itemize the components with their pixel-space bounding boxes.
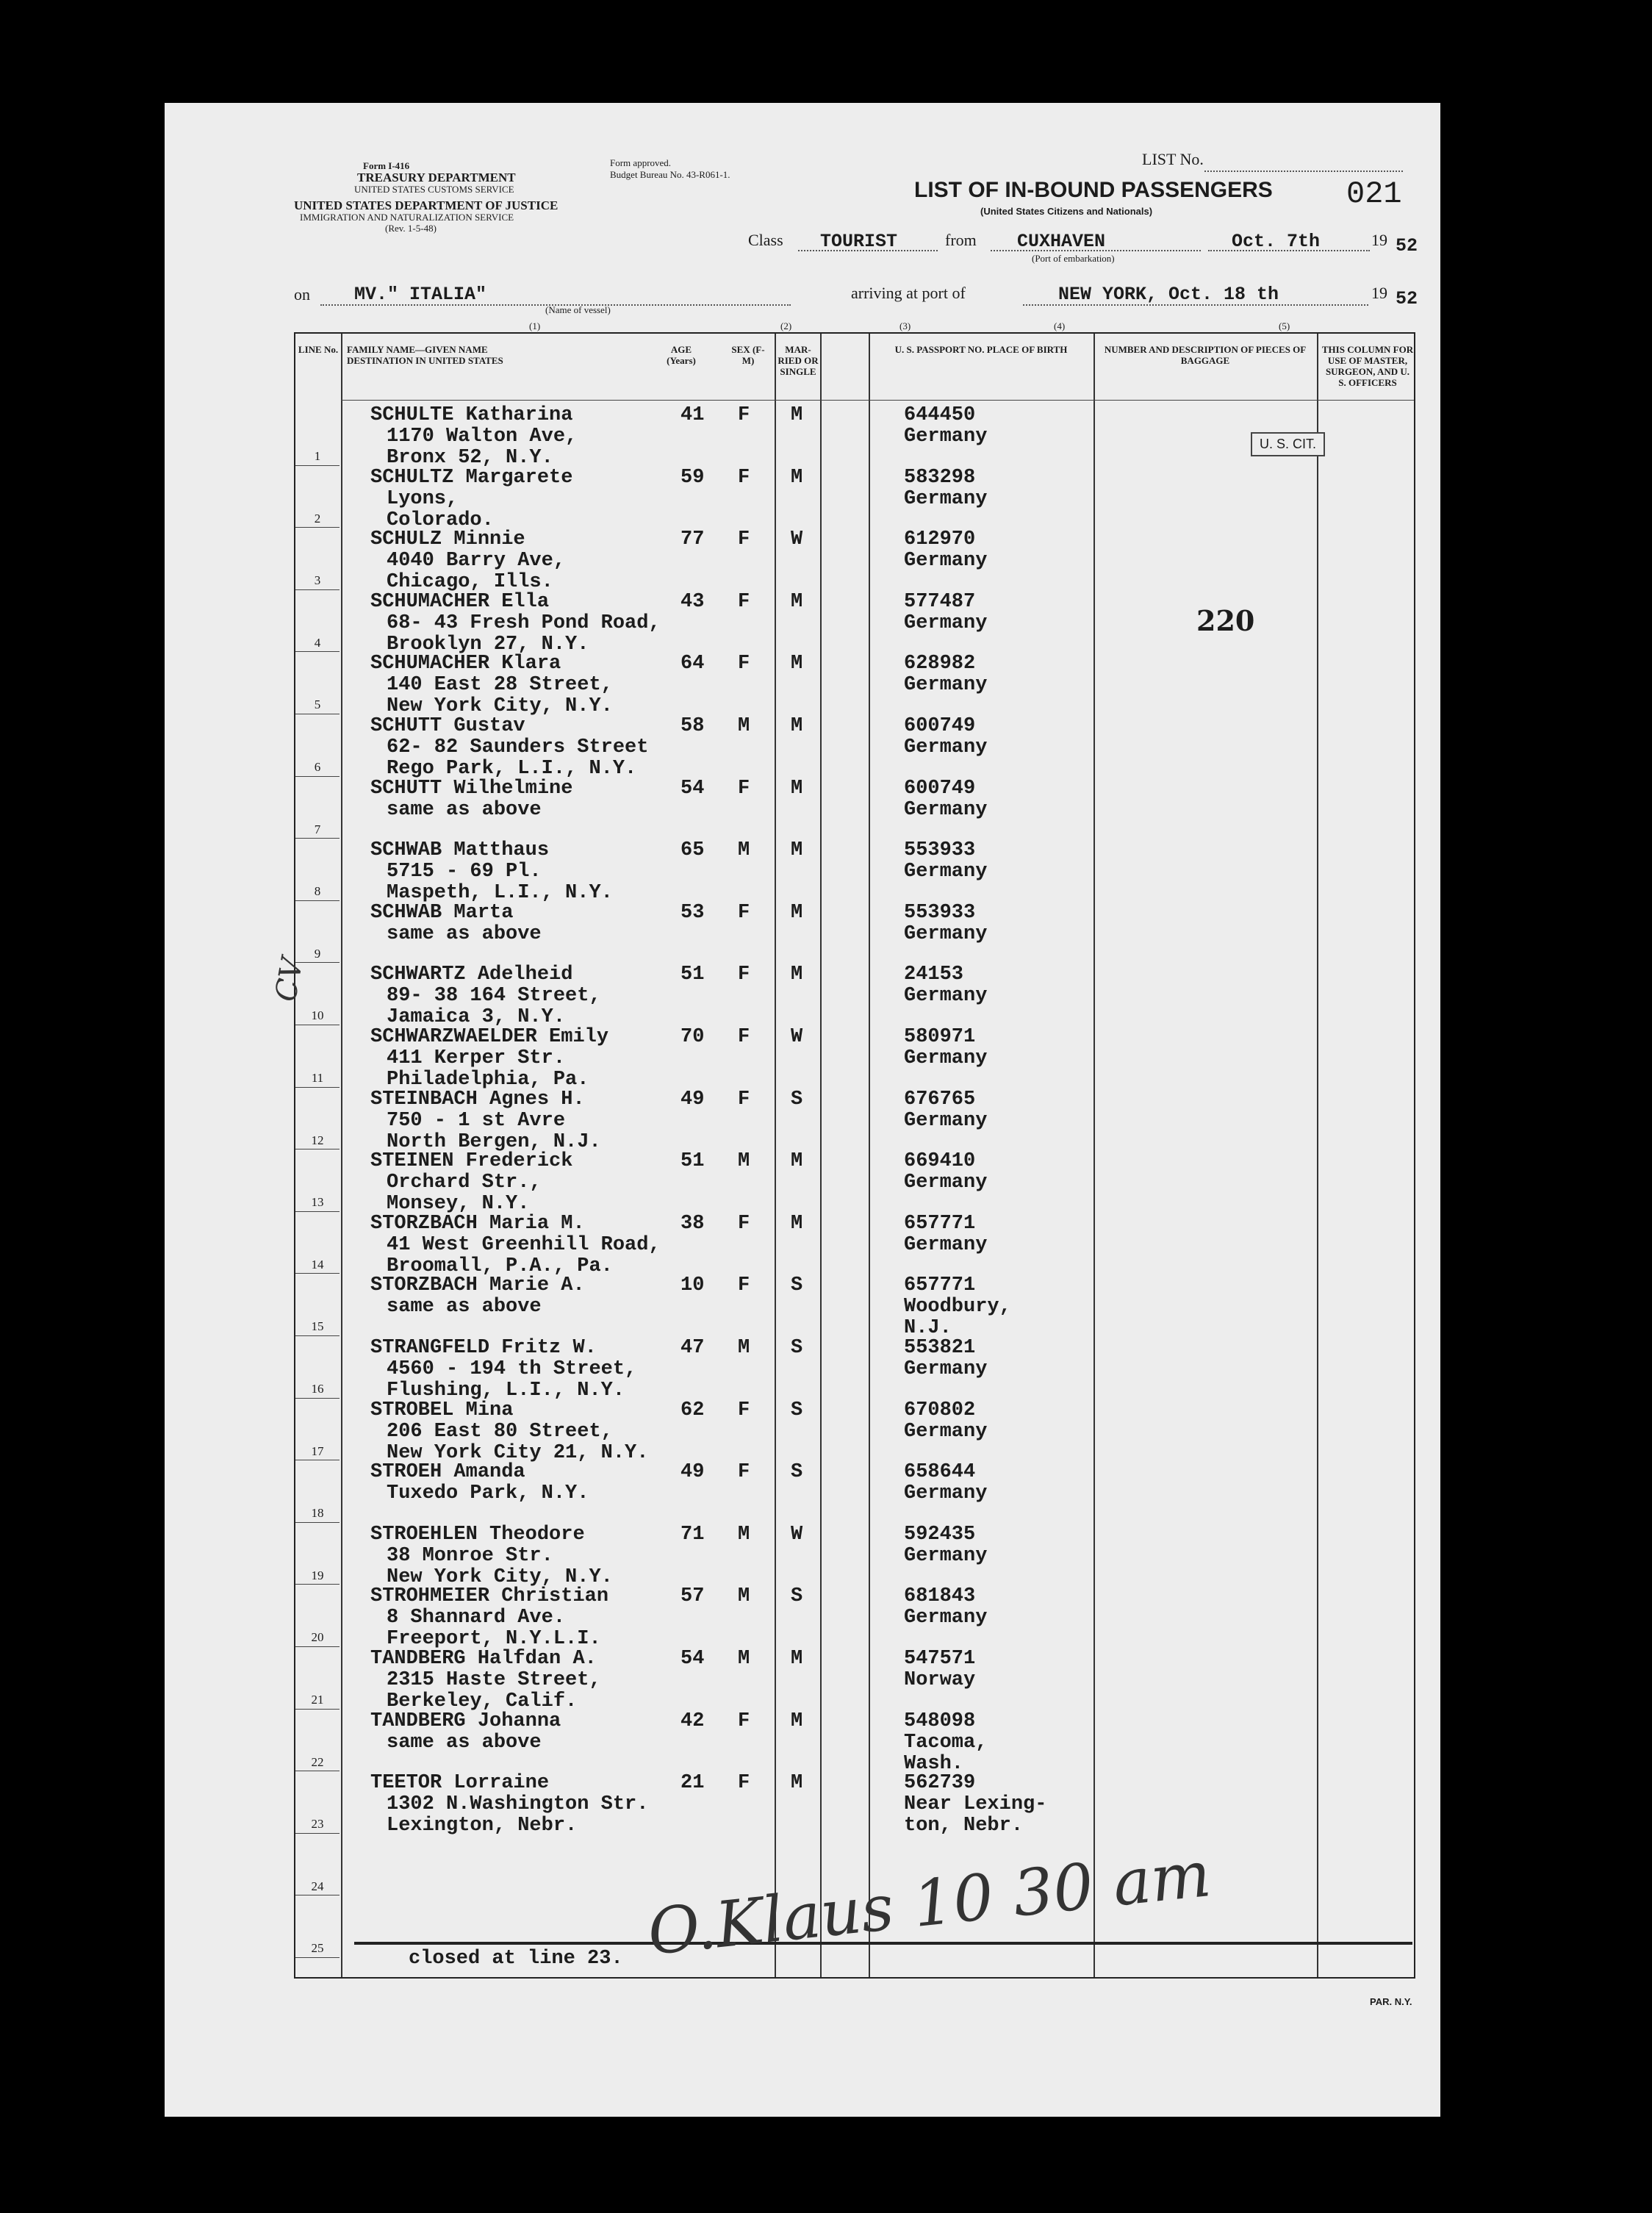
place-of-birth: Germany — [904, 1233, 988, 1256]
sex: F — [738, 590, 750, 613]
arrival-year: 52 — [1396, 288, 1418, 309]
sex: F — [738, 1088, 750, 1111]
sex: M — [738, 839, 750, 862]
column-number: (5) — [1279, 320, 1290, 331]
address-line-2: Maspeth, L.I., N.Y. — [387, 882, 613, 905]
address-line-2: New York City, N.Y. — [387, 695, 613, 718]
marital-status: M — [791, 1212, 803, 1235]
place-of-birth: Germany — [904, 426, 988, 448]
address-line-1: Orchard Str., — [387, 1172, 542, 1194]
passenger-name: SCHUMACHER Ella — [370, 590, 550, 613]
marital-status: M — [791, 839, 803, 862]
age: 53 — [680, 901, 705, 924]
sex: F — [738, 1026, 750, 1048]
table-row — [295, 1710, 1417, 1775]
sex: M — [738, 1523, 750, 1546]
passport-number: 24153 — [904, 964, 964, 986]
table-row — [295, 1399, 1417, 1464]
age: 42 — [680, 1710, 705, 1732]
address-line-1: Tuxedo Park, N.Y. — [387, 1482, 589, 1505]
address-line-1: 62- 82 Saunders Street — [387, 736, 649, 758]
marital-status: M — [791, 715, 803, 737]
col-header-passport: U. S. PASSPORT NO. PLACE OF BIRTH — [894, 344, 1068, 355]
document-subtitle: (United States Citizens and Nationals) — [980, 206, 1153, 217]
place-of-birth: Germany — [904, 550, 988, 573]
passport-number: 681843 — [904, 1585, 976, 1608]
sex: F — [738, 653, 750, 675]
col-header-line: LINE No. — [298, 344, 339, 355]
baggage-note: 220 — [1196, 604, 1255, 637]
address-line-2: North Bergen, N.J. — [387, 1130, 601, 1153]
address-line-2: Lexington, Nebr. — [387, 1815, 578, 1837]
table-row — [295, 902, 1417, 964]
table-row — [295, 1274, 1417, 1340]
place-of-birth: Germany — [904, 611, 988, 634]
customs-service: UNITED STATES CUSTOMS SERVICE — [354, 184, 514, 195]
arrival-year-prefix: 19 — [1371, 284, 1387, 302]
table-row — [295, 1648, 1417, 1710]
sex: F — [738, 1710, 750, 1732]
marital-status: M — [791, 1772, 803, 1795]
table-row — [295, 1461, 1417, 1523]
list-no-label: LIST No. — [1142, 150, 1204, 168]
marital-status: M — [791, 1150, 803, 1173]
address-line-1: 4560 - 194 th Street, — [387, 1358, 637, 1380]
line-number: 4 — [314, 635, 321, 650]
address-line-2: Berkeley, Calif. — [387, 1690, 578, 1712]
passenger-name: SCHULTE Katharina — [370, 404, 573, 426]
address-line-1: 41 West Greenhill Road, — [387, 1233, 661, 1256]
address-line-2: New York City, N.Y. — [387, 1565, 613, 1588]
departure-year: 52 — [1396, 235, 1418, 257]
sex: F — [738, 777, 750, 800]
form-approved: Form approved. — [610, 157, 672, 168]
arriving-label: arriving at port of — [851, 284, 966, 302]
age: 77 — [680, 528, 705, 551]
table-row — [295, 839, 1417, 905]
sex: F — [738, 1461, 750, 1484]
marital-status: W — [791, 1523, 803, 1546]
age: 47 — [680, 1337, 705, 1359]
sex: F — [738, 528, 750, 551]
line-number: 9 — [314, 946, 321, 961]
line-number: 10 — [311, 1008, 324, 1023]
place-of-birth: Germany — [904, 1420, 988, 1443]
column-number: (1) — [529, 320, 541, 331]
place-of-birth: Germany — [904, 1607, 988, 1629]
passenger-name: STORZBACH Marie A. — [370, 1274, 585, 1297]
vessel-name-label: (Name of vessel) — [545, 304, 611, 315]
address-line-2: Monsey, N.Y. — [387, 1193, 530, 1216]
passenger-name: STROEH Amanda — [370, 1461, 525, 1484]
passport-number: 562739 — [904, 1772, 976, 1795]
table-row — [295, 778, 1417, 839]
passport-number: 657771 — [904, 1212, 976, 1235]
printer-mark: PAR. N.Y. — [1370, 1996, 1412, 2007]
address-line-1: 68- 43 Fresh Pond Road, — [387, 611, 661, 634]
line-number: 20 — [311, 1630, 324, 1645]
line-number: 19 — [311, 1568, 324, 1582]
place-of-birth: Germany — [904, 736, 988, 758]
passenger-name: STRANGFELD Fritz W. — [370, 1337, 597, 1359]
departure-date: Oct. 7th — [1232, 231, 1321, 252]
line-number: 8 — [314, 884, 321, 899]
age: 54 — [680, 1648, 705, 1670]
place-of-birth: Germany — [904, 1047, 988, 1069]
treasury-dept: TREASURY DEPARTMENT — [357, 171, 516, 184]
passport-number: 644450 — [904, 404, 976, 426]
place-of-birth: Germany — [904, 487, 988, 510]
address-line-1: 411 Kerper Str. — [387, 1047, 566, 1069]
col-header-age: AGE (Years) — [667, 344, 696, 366]
line-number: 22 — [311, 1754, 324, 1769]
marital-status: M — [791, 901, 803, 924]
place-of-birth: Woodbury, — [904, 1296, 1011, 1319]
arrival-port-date: NEW YORK, Oct. 18 th — [1058, 284, 1279, 305]
column-number: (4) — [1054, 320, 1066, 331]
passenger-name: STROEHLEN Theodore — [370, 1523, 585, 1546]
marital-status: S — [791, 1461, 803, 1484]
place-of-birth: Germany — [904, 1544, 988, 1567]
passenger-name: SCHUMACHER Klara — [370, 653, 561, 675]
passport-number: 577487 — [904, 590, 976, 613]
address-line-1: 89- 38 164 Street, — [387, 985, 601, 1008]
line-number: 14 — [311, 1257, 324, 1272]
line-number: 24 — [311, 1879, 324, 1893]
form-revision: (Rev. 1-5-48) — [385, 223, 437, 234]
col-header-baggage: NUMBER AND DESCRIPTION OF PIECES OF BAGGAGE — [1104, 344, 1307, 366]
passport-number: 670802 — [904, 1399, 976, 1421]
col-header-officers: THIS COLUMN FOR USE OF MASTER, SURGEON, AND U. S. OFFICERS — [1321, 344, 1414, 388]
address-line-1: 4040 Barry Ave, — [387, 550, 566, 573]
passenger-name: STROHMEIER Christian — [370, 1585, 609, 1608]
ins-service: IMMIGRATION AND NATURALIZATION SERVICE — [300, 212, 514, 223]
address-line-1: 1302 N.Washington Str. — [387, 1793, 649, 1816]
line-number: 6 — [314, 760, 321, 774]
document-title: LIST OF IN-BOUND PASSENGERS — [914, 178, 1273, 202]
passport-number: 628982 — [904, 653, 976, 675]
class-label: Class — [748, 231, 783, 249]
address-line-2: Flushing, L.I., N.Y. — [387, 1380, 625, 1402]
address-line-1: 750 - 1 st Avre — [387, 1109, 566, 1132]
marital-status: S — [791, 1088, 803, 1111]
on-label: on — [294, 285, 310, 304]
marital-status: S — [791, 1399, 803, 1421]
sex: F — [738, 1274, 750, 1297]
passport-number: 553933 — [904, 839, 976, 862]
place-of-birth: Norway — [904, 1669, 976, 1691]
budget-bureau: Budget Bureau No. 43-R061-1. — [610, 169, 730, 180]
passport-number: 658644 — [904, 1461, 976, 1484]
address-line-1: Lyons, — [387, 487, 459, 510]
passenger-name: STROBEL Mina — [370, 1399, 514, 1421]
age: 10 — [680, 1274, 705, 1297]
place-of-birth: Germany — [904, 1109, 988, 1132]
age: 59 — [680, 466, 705, 489]
line-number: 15 — [311, 1319, 324, 1334]
address-line-2: Philadelphia, Pa. — [387, 1069, 589, 1091]
place-of-birth: Germany — [904, 798, 988, 821]
sex: M — [738, 715, 750, 737]
passenger-name: SCHWAB Matthaus — [370, 839, 550, 862]
col-header-sex: SEX (F-M) — [731, 344, 765, 366]
sex: F — [738, 964, 750, 986]
sex: M — [738, 1337, 750, 1359]
place-of-birth-2: Wash. — [904, 1752, 964, 1775]
embark-port: CUXHAVEN — [1017, 231, 1106, 252]
passenger-name: STEINEN Frederick — [370, 1150, 573, 1173]
passport-number: 600749 — [904, 777, 976, 800]
passenger-name: TANDBERG Johanna — [370, 1710, 561, 1732]
marital-status: M — [791, 777, 803, 800]
line-number: 3 — [314, 573, 321, 588]
column-number: (3) — [899, 320, 911, 331]
closed-note: closed at line 23. — [409, 1948, 623, 1970]
address-line-2: Jamaica 3, N.Y. — [387, 1006, 566, 1029]
age: 38 — [680, 1212, 705, 1235]
age: 51 — [680, 964, 705, 986]
address-line-2: Colorado. — [387, 509, 494, 531]
departure-year-prefix: 19 — [1371, 231, 1387, 249]
place-of-birth: Tacoma, — [904, 1731, 988, 1754]
line-number: 11 — [311, 1071, 324, 1085]
sex: M — [738, 1150, 750, 1173]
line-number: 5 — [314, 697, 321, 712]
justice-dept: UNITED STATES DEPARTMENT OF JUSTICE — [294, 198, 559, 212]
age: 64 — [680, 653, 705, 675]
place-of-birth: Germany — [904, 1172, 988, 1194]
passport-number: 547571 — [904, 1648, 976, 1670]
marital-status: M — [791, 466, 803, 489]
place-of-birth: Germany — [904, 674, 988, 697]
place-of-birth: Near Lexing- — [904, 1793, 1047, 1816]
passenger-name: SCHWARTZ Adelheid — [370, 964, 573, 986]
table-row — [295, 1088, 1417, 1153]
table-row — [295, 1772, 1417, 1837]
marital-status: M — [791, 590, 803, 613]
address-line-1: 2315 Haste Street, — [387, 1669, 601, 1691]
marital-status: M — [791, 1710, 803, 1732]
place-of-birth: Germany — [904, 985, 988, 1008]
passport-number: 553933 — [904, 901, 976, 924]
table-row — [295, 1026, 1417, 1091]
table-row — [295, 1212, 1417, 1277]
marital-status: M — [791, 404, 803, 426]
place-of-birth: Germany — [904, 922, 988, 945]
passenger-name: SCHUTT Gustav — [370, 715, 525, 737]
line-number: 25 — [311, 1941, 324, 1956]
table-row — [295, 653, 1417, 718]
place-of-birth-2: N.J. — [904, 1317, 952, 1340]
sex: F — [738, 1212, 750, 1235]
table-row — [295, 715, 1417, 780]
passenger-name: SCHULZ Minnie — [370, 528, 525, 551]
table-row — [295, 1150, 1417, 1216]
line-number: 17 — [311, 1443, 324, 1458]
age: 65 — [680, 839, 705, 862]
passenger-table — [294, 332, 1415, 1979]
passport-number: 600749 — [904, 715, 976, 737]
age: 49 — [680, 1461, 705, 1484]
place-of-birth-2: ton, Nebr. — [904, 1815, 1024, 1837]
list-number: 021 — [1346, 176, 1402, 212]
age: 57 — [680, 1585, 705, 1608]
passport-number: 548098 — [904, 1710, 976, 1732]
col-header-married: MAR-RIED OR SINGLE — [777, 344, 819, 377]
passport-number: 669410 — [904, 1150, 976, 1173]
passenger-name: TEETOR Lorraine — [370, 1772, 550, 1795]
address-line-2: Brooklyn 27, N.Y. — [387, 633, 589, 656]
passenger-name: STORZBACH Maria M. — [370, 1212, 585, 1235]
col-header-name: FAMILY NAME—GIVEN NAME DESTINATION IN UNITED STATES — [347, 344, 503, 366]
sex: F — [738, 466, 750, 489]
age: 21 — [680, 1772, 705, 1795]
address-line-1: same as above — [387, 798, 542, 821]
address-line-1: 140 East 28 Street, — [387, 674, 613, 697]
line-number: 7 — [314, 822, 321, 836]
column-number: (2) — [780, 320, 792, 331]
table-row — [295, 404, 1417, 469]
passport-number: 580971 — [904, 1026, 976, 1048]
address-line-2: Broomall, P.A., Pa. — [387, 1255, 613, 1277]
passport-number: 657771 — [904, 1274, 976, 1297]
line-number: 12 — [311, 1133, 324, 1147]
passenger-name: SCHWAB Marta — [370, 901, 514, 924]
table-row — [295, 1585, 1417, 1651]
us-citizen-stamp: U. S. CIT. — [1251, 432, 1325, 456]
sex: F — [738, 1399, 750, 1421]
table-row — [295, 528, 1417, 594]
age: 41 — [680, 404, 705, 426]
passport-number: 612970 — [904, 528, 976, 551]
passport-number: 553821 — [904, 1337, 976, 1359]
table-row — [295, 964, 1417, 1029]
passport-number: 676765 — [904, 1088, 976, 1111]
embark-port-label: (Port of embarkation) — [1032, 253, 1115, 264]
line-number: 2 — [314, 511, 321, 526]
marital-status: S — [791, 1274, 803, 1297]
place-of-birth: Germany — [904, 1358, 988, 1380]
vessel-name: MV." ITALIA" — [354, 284, 487, 305]
table-row — [295, 1337, 1417, 1402]
inspector-signature: O.Klaus 10 30 am — [644, 1837, 1215, 1970]
address-line-1: 5715 - 69 Pl. — [387, 861, 542, 883]
sex: F — [738, 404, 750, 426]
age: 43 — [680, 590, 705, 613]
passenger-name: SCHULTZ Margarete — [370, 466, 573, 489]
passenger-name: TANDBERG Halfdan A. — [370, 1648, 597, 1670]
passport-number: 583298 — [904, 466, 976, 489]
address-line-1: same as above — [387, 1296, 542, 1319]
marital-status: S — [791, 1337, 803, 1359]
line-number: 23 — [311, 1817, 324, 1832]
class-value: TOURIST — [820, 231, 898, 252]
marital-status: S — [791, 1585, 803, 1608]
manifest-sheet — [165, 103, 1440, 2117]
passport-number: 592435 — [904, 1523, 976, 1546]
marital-status: M — [791, 653, 803, 675]
passenger-name: STEINBACH Agnes H. — [370, 1088, 585, 1111]
from-label: from — [945, 231, 977, 249]
age: 51 — [680, 1150, 705, 1173]
address-line-1: 206 East 80 Street, — [387, 1420, 613, 1443]
address-line-1: 8 Shannard Ave. — [387, 1607, 566, 1629]
margin-mark: CV — [268, 955, 310, 1005]
sex: M — [738, 1585, 750, 1608]
age: 58 — [680, 715, 705, 737]
address-line-2: Freeport, N.Y.L.I. — [387, 1628, 601, 1651]
address-line-1: same as above — [387, 922, 542, 945]
age: 54 — [680, 777, 705, 800]
table-row — [295, 466, 1417, 531]
address-line-2: Chicago, Ills. — [387, 571, 553, 594]
passenger-name: SCHWARZWAELDER Emily — [370, 1026, 609, 1048]
place-of-birth: Germany — [904, 1482, 988, 1505]
sex: M — [738, 1648, 750, 1670]
marital-status: W — [791, 528, 803, 551]
age: 70 — [680, 1026, 705, 1048]
address-line-2: Rego Park, L.I., N.Y. — [387, 758, 637, 780]
marital-status: M — [791, 964, 803, 986]
address-line-2: New York City 21, N.Y. — [387, 1441, 649, 1464]
marital-status: W — [791, 1026, 803, 1048]
line-number: 18 — [311, 1506, 324, 1521]
age: 49 — [680, 1088, 705, 1111]
marital-status: M — [791, 1648, 803, 1670]
age: 71 — [680, 1523, 705, 1546]
address-line-2: Bronx 52, N.Y. — [387, 447, 553, 469]
sex: F — [738, 901, 750, 924]
address-line-1: same as above — [387, 1731, 542, 1754]
sex: F — [738, 1772, 750, 1795]
age: 62 — [680, 1399, 705, 1421]
line-number: 21 — [311, 1693, 324, 1707]
line-number: 13 — [311, 1195, 324, 1210]
passenger-name: SCHUTT Wilhelmine — [370, 777, 573, 800]
form-number: Form I-416 — [363, 160, 410, 171]
place-of-birth: Germany — [904, 861, 988, 883]
address-line-1: 38 Monroe Str. — [387, 1544, 553, 1567]
line-number: 16 — [311, 1382, 324, 1396]
table-row — [295, 1523, 1417, 1588]
address-line-1: 1170 Walton Ave, — [387, 426, 578, 448]
line-number: 1 — [314, 449, 321, 463]
